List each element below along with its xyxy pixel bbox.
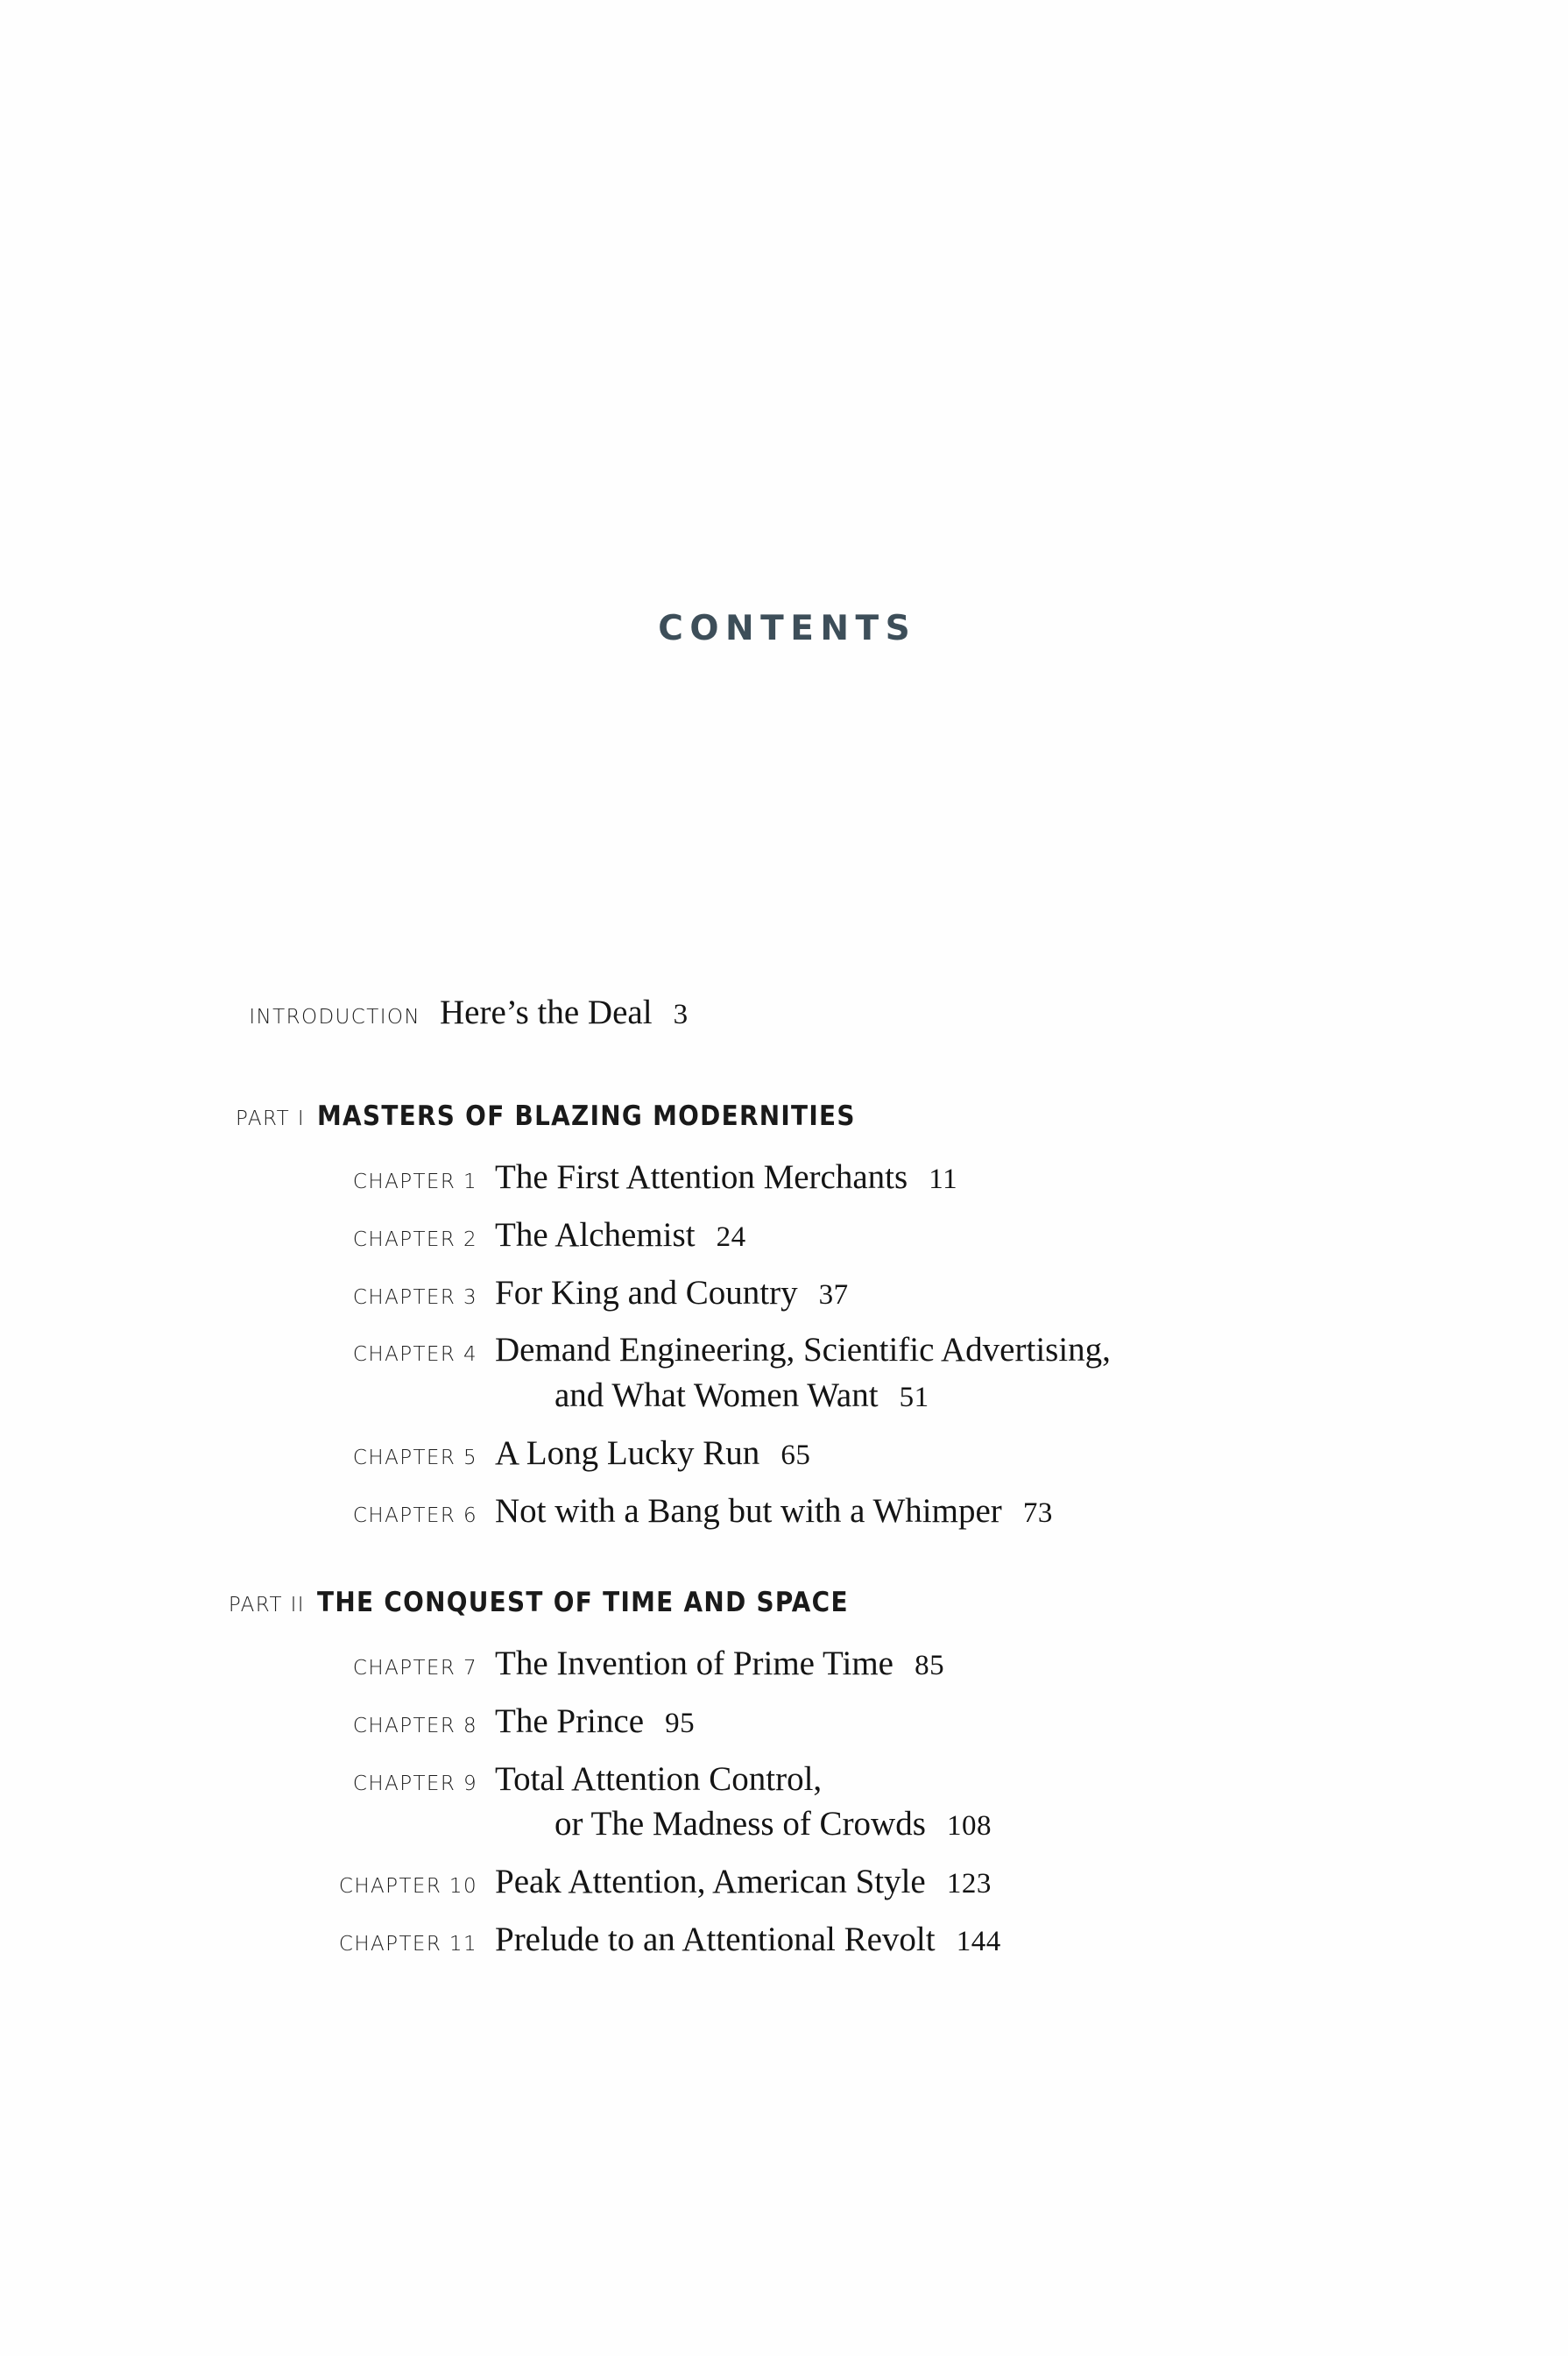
toc-entry-chapter[interactable] <box>175 1859 1402 1905</box>
toc-entry-chapter[interactable] <box>175 1757 1402 1848</box>
chapter-title: A Long Lucky Run <box>495 1434 760 1473</box>
part-title: THE CONQUEST OF TIME AND SPACE <box>317 1586 849 1618</box>
introduction-page-number: 3 <box>652 999 689 1030</box>
chapter-page-number: 24 <box>695 1220 746 1253</box>
chapter-title: For King and Country <box>495 1273 798 1312</box>
introduction-title: Here’s the Deal <box>440 994 653 1031</box>
chapter-label: CHAPTER 10 <box>338 1875 477 1899</box>
chapter-title: Not with a Bang but with a Whimper <box>495 1492 1002 1531</box>
chapter-label: CHAPTER 1 <box>352 1170 477 1193</box>
chapter-title: Total Attention Control, <box>495 1759 823 1798</box>
chapter-title: Peak Attention, American Style <box>495 1863 926 1901</box>
chapter-title-block <box>495 1859 1402 1905</box>
chapter-title: Prelude to an Attentional Revolt <box>495 1921 936 1959</box>
chapter-page-number: 123 <box>925 1868 992 1900</box>
part-block <box>175 1587 1402 1963</box>
chapter-title-block <box>495 1641 1402 1687</box>
chapter-page-number: 65 <box>759 1440 811 1472</box>
chapter-page-number: 51 <box>878 1382 929 1414</box>
toc-entry-chapter[interactable] <box>175 1270 1402 1316</box>
part-label: PART I <box>236 1107 305 1130</box>
chapter-page-number: 95 <box>644 1707 696 1739</box>
part-block <box>175 1100 1402 1534</box>
chapter-title: Demand Engineering, Scientific Advertising, <box>495 1331 1111 1369</box>
chapter-label: CHAPTER 2 <box>352 1228 477 1251</box>
chapter-title-block <box>495 1327 1402 1419</box>
chapter-label: CHAPTER 6 <box>352 1504 477 1528</box>
page-title: CONTENTS <box>658 609 917 648</box>
chapter-page-number: 73 <box>1001 1497 1053 1530</box>
toc-entry-chapter[interactable] <box>175 1641 1402 1687</box>
toc-entry-chapter[interactable] <box>175 1917 1402 1963</box>
toc-part-heading[interactable] <box>175 1587 1402 1618</box>
chapter-title-block <box>495 1155 1402 1200</box>
chapter-label: CHAPTER 3 <box>352 1285 477 1309</box>
chapter-title-block <box>495 1699 1402 1744</box>
chapter-label: CHAPTER 8 <box>352 1714 477 1737</box>
chapter-title: The Invention of Prime Time <box>495 1644 893 1682</box>
chapter-title: The First Attention Merchants <box>495 1157 908 1196</box>
chapter-title-block <box>495 1757 1402 1848</box>
introduction-title-block <box>440 990 1402 1036</box>
chapter-label: CHAPTER 11 <box>338 1933 477 1956</box>
toc-entry-chapter[interactable] <box>175 1431 1402 1476</box>
chapter-title-block <box>495 1489 1402 1534</box>
toc-entry-chapter[interactable] <box>175 1327 1402 1419</box>
chapter-title-block <box>495 1431 1402 1476</box>
chapter-label: CHAPTER 7 <box>352 1656 477 1680</box>
chapter-label: CHAPTER 5 <box>352 1447 477 1470</box>
chapter-title-block <box>495 1917 1402 1963</box>
chapter-page-number: 108 <box>925 1810 992 1843</box>
table-of-contents <box>175 990 1402 1975</box>
toc-part-heading[interactable] <box>175 1100 1402 1132</box>
parts-container <box>175 1100 1402 1963</box>
chapter-title-block <box>495 1270 1402 1316</box>
chapter-page-number: 37 <box>797 1278 849 1311</box>
chapter-page-number: 11 <box>908 1163 958 1195</box>
toc-entry-chapter[interactable] <box>175 1213 1402 1258</box>
chapter-title-block <box>495 1213 1402 1258</box>
introduction-label: INTRODUCTION <box>249 1006 420 1029</box>
chapter-title: The Alchemist <box>495 1215 696 1254</box>
toc-entry-introduction[interactable] <box>175 990 1402 1036</box>
chapter-label: CHAPTER 4 <box>352 1343 477 1367</box>
toc-entry-chapter[interactable] <box>175 1155 1402 1200</box>
chapter-title-continuation: or The Madness of Crowds 108 <box>554 1805 992 1843</box>
part-title: MASTERS OF BLAZING MODERNITIES <box>317 1100 856 1132</box>
chapter-page-number: 144 <box>935 1926 1001 1958</box>
part-label: PART II <box>228 1593 305 1617</box>
chapter-label: CHAPTER 9 <box>352 1772 477 1795</box>
toc-entry-chapter[interactable] <box>175 1699 1402 1744</box>
toc-entry-chapter[interactable] <box>175 1489 1402 1534</box>
chapter-title: The Prince <box>495 1702 645 1740</box>
chapter-page-number: 85 <box>893 1649 945 1681</box>
chapter-title-continuation: and What Women Want 51 <box>554 1376 929 1415</box>
